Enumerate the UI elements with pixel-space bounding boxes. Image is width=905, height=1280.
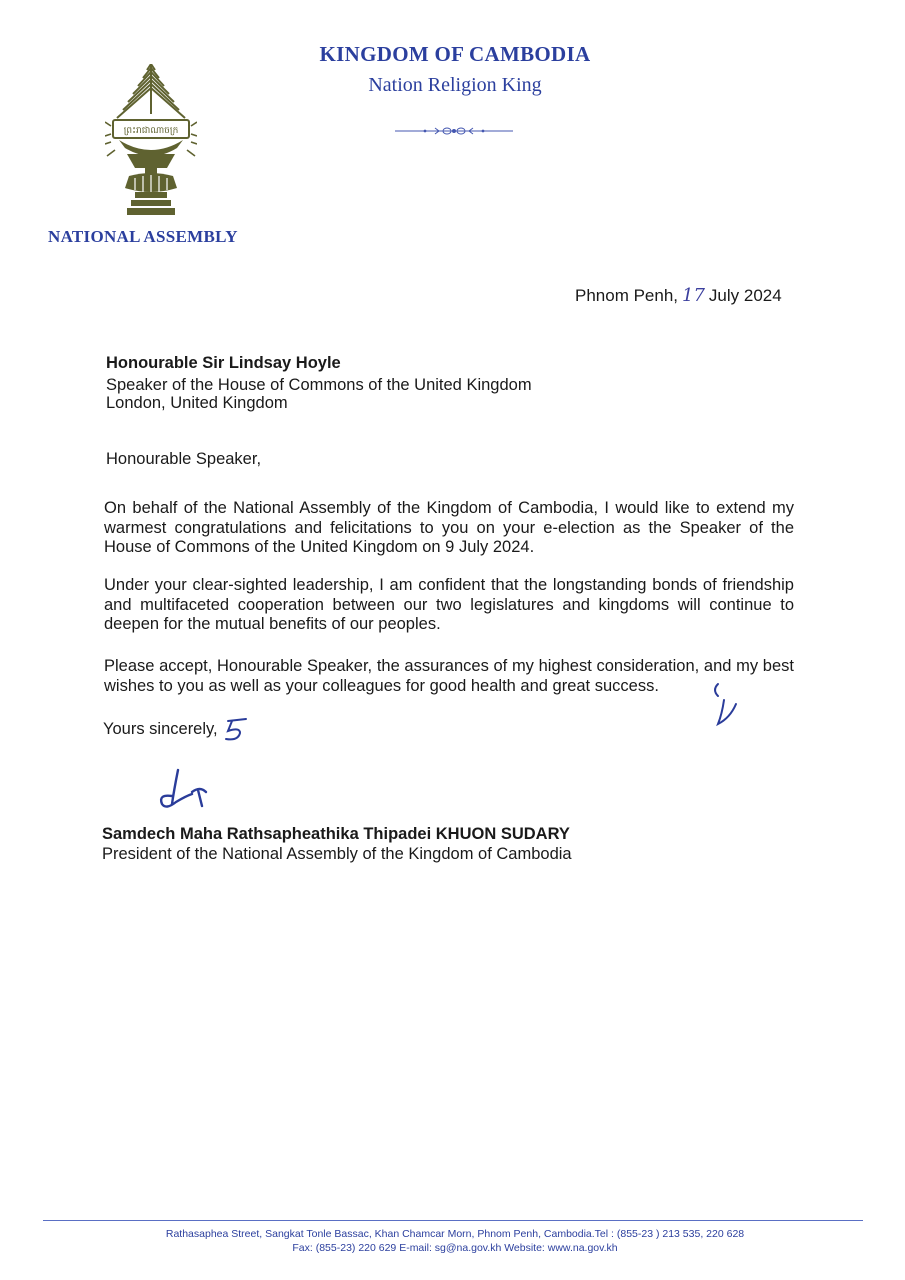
date-month-year: July 2024 (708, 286, 782, 305)
footer-contact: Fax: (855-23) 220 629 E-mail: sg@na.gov.kh Website: www.na.gov.kh (292, 1242, 618, 1254)
date-city: Phnom Penh, (575, 286, 679, 305)
emblem-inscription: ព្រះរាជាណាចក្រ (123, 126, 179, 136)
footer-address: Rathasaphea Street, Sangkat Tonle Bassac, Khan Chamcar Morn, Phnom Penh, Cambodia.Tel : (855-23 ) 213 535, 220 628 (165, 1228, 745, 1240)
letterhead-country: KINGDOM OF CAMBODIA (319, 42, 591, 66)
recipient-name: Honourable Sir Lindsay Hoyle (106, 354, 341, 372)
letterhead-motto: Nation Religion King (368, 74, 542, 96)
recipient-location: London, United Kingdom (106, 394, 288, 412)
recipient-title: Speaker of the House of Commons of the United Kingdom (106, 376, 532, 394)
signature-icon (152, 766, 216, 812)
national-assembly-emblem-icon (105, 64, 197, 216)
date-day-handwritten: 17 (682, 285, 705, 306)
dateline (575, 285, 782, 306)
footer-divider (43, 1220, 863, 1221)
body-paragraph: On behalf of the National Assembly of the Kingdom of Cambodia, I would like to extend my warmest congratulations and felicitations to you on your e-election as the Speaker of the House of Commons of the United Kingdom on 9 July 2024. (104, 499, 794, 556)
ornament-divider (395, 124, 513, 138)
initial-mark-icon (708, 682, 742, 728)
initial-mark-icon (222, 717, 252, 743)
body-paragraph: Under your clear-sighted leadership, I am confident that the longstanding bonds of friendship and multifaceted cooperation between our two legislatures and kingdoms will continue to deepen for the mutual benefits of our peoples. (104, 576, 794, 633)
letterhead-institution: NATIONAL ASSEMBLY (48, 227, 238, 246)
closing: Yours sincerely, (103, 720, 218, 738)
salutation: Honourable Speaker, (106, 450, 262, 468)
signatory-name: Samdech Maha Rathsapheathika Thipadei KHUON SUDARY (102, 825, 570, 843)
signatory-title: President of the National Assembly of the Kingdom of Cambodia (102, 845, 572, 863)
body-paragraph: Please accept, Honourable Speaker, the assurances of my highest consideration, and my best wishes to you as well as your colleagues for good health and great success. (104, 657, 794, 695)
